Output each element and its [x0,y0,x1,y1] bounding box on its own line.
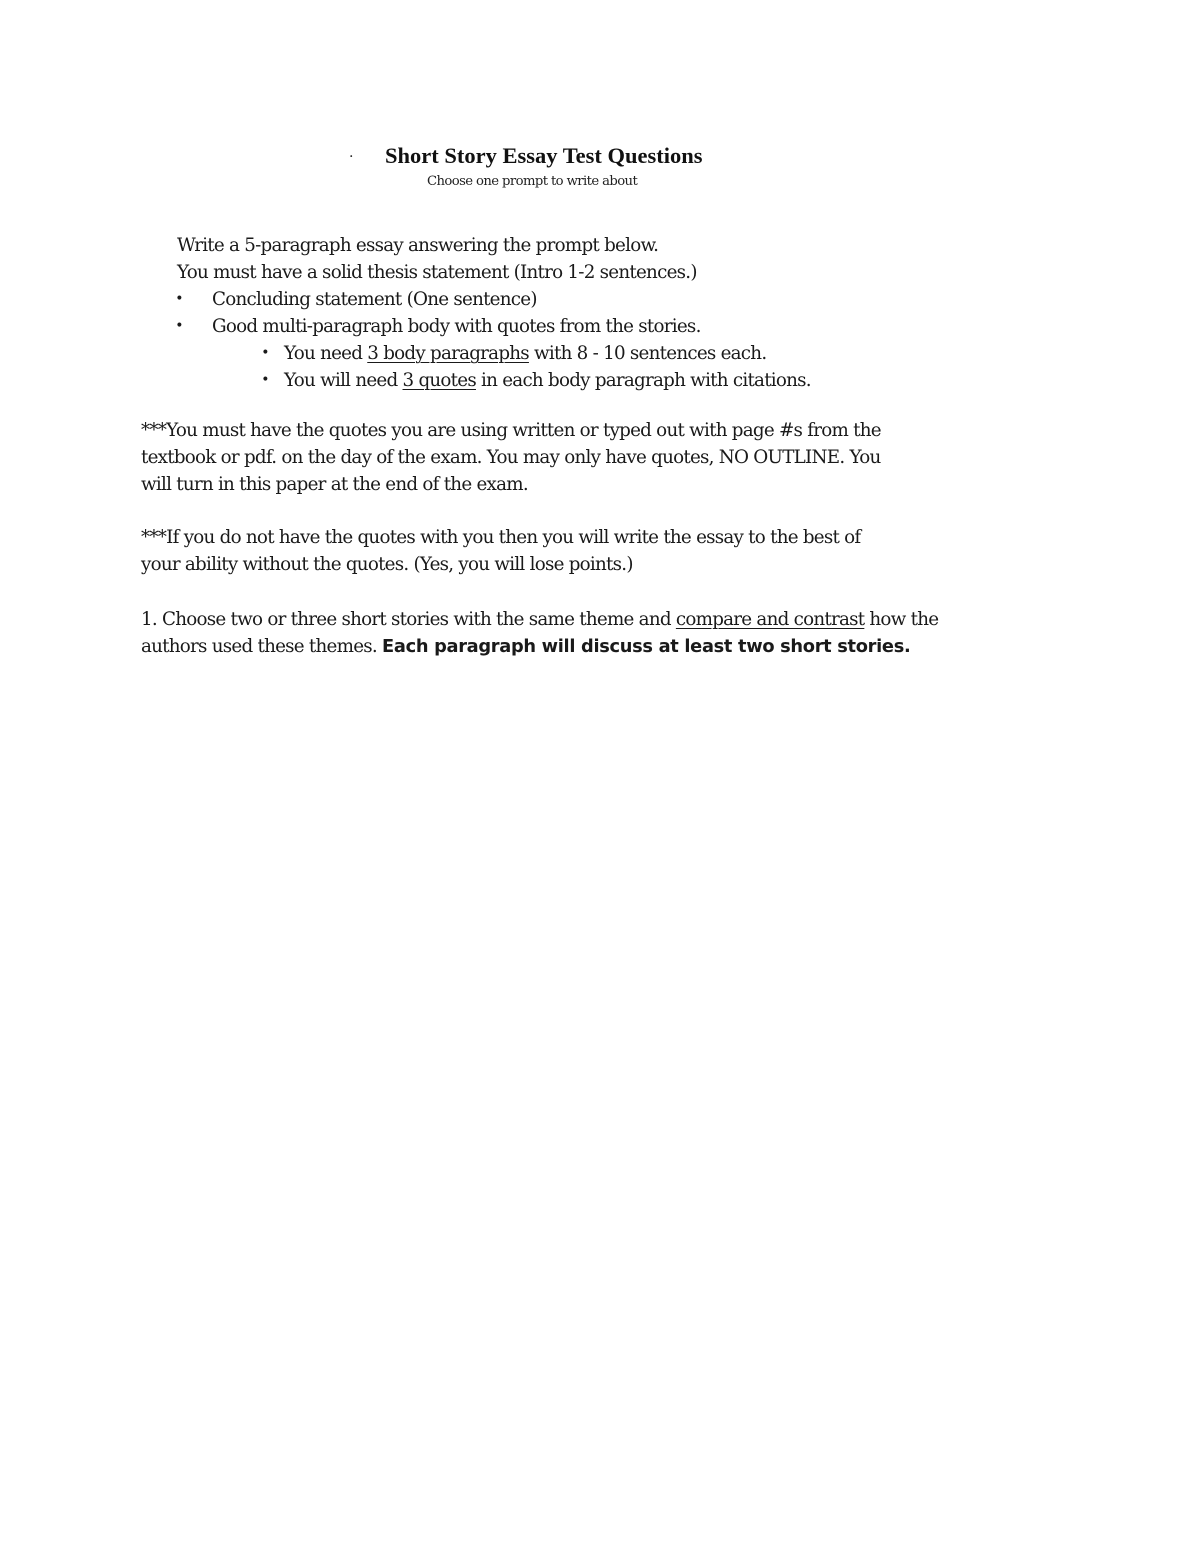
instruction-line-1: Write a 5-paragraph essay answering the prompt below. [177,235,659,256]
prompt-1-prefix: 1. Choose two or three short stories with the same theme and [141,609,676,630]
prompt-1-suffix: how the [864,609,939,630]
note-2-line-2: your ability without the quotes. (Yes, you will lose points.) [141,554,633,575]
prompt-1-underlined: compare and contrast [675,609,865,630]
bullet-item-concluding: Concluding statement (One sentence) [212,289,537,310]
note-1-line-1: ***You must have the quotes you are using written or typed out with page #s from the [141,420,881,441]
sub-bullet-icon: • [261,345,269,361]
sub-bullet-icon: • [261,372,269,388]
prompt-1-line-1 [141,606,938,633]
prompt-1-line-2 [141,633,910,660]
sub-bullet-quotes [284,367,811,394]
note-1-line-3: will turn in this paper at the end of the exam. [141,474,528,495]
sub-bullet-2-suffix: in each body paragraph with citations. [475,370,811,391]
instruction-line-2: You must have a solid thesis statement (Intro 1-2 sentences.) [177,262,697,283]
sub-bullet-1-underlined: 3 body paragraphs [367,343,529,364]
sub-bullet-1-suffix: with 8 - 10 sentences each. [528,343,767,364]
bullet-icon: • [175,291,183,307]
bullet-item-body: Good multi-paragraph body with quotes from the stories. [212,316,701,337]
title-line [0,143,1200,173]
sub-bullet-2-underlined: 3 quotes [402,370,476,391]
prompt-1-bold: Each paragraph will discuss at least two short stories. [382,636,911,657]
bullet-icon: • [175,318,183,334]
sub-bullet-body-paragraphs [284,340,766,367]
sub-bullet-1-prefix: You need [284,343,368,364]
title-dot: . [349,145,354,161]
note-1-line-2: textbook or pdf. on the day of the exam. You may only have quotes, NO OUTLINE. You [141,447,881,468]
page-subtitle: Choose one prompt to write about [427,174,638,189]
prompt-1-line2-prefix: authors used these themes. [141,636,383,657]
sub-bullet-2-prefix: You will need [284,370,403,391]
page-title: Short Story Essay Test Questions [385,143,703,168]
note-2-line-1: ***If you do not have the quotes with you then you will write the essay to the best of [141,527,861,548]
